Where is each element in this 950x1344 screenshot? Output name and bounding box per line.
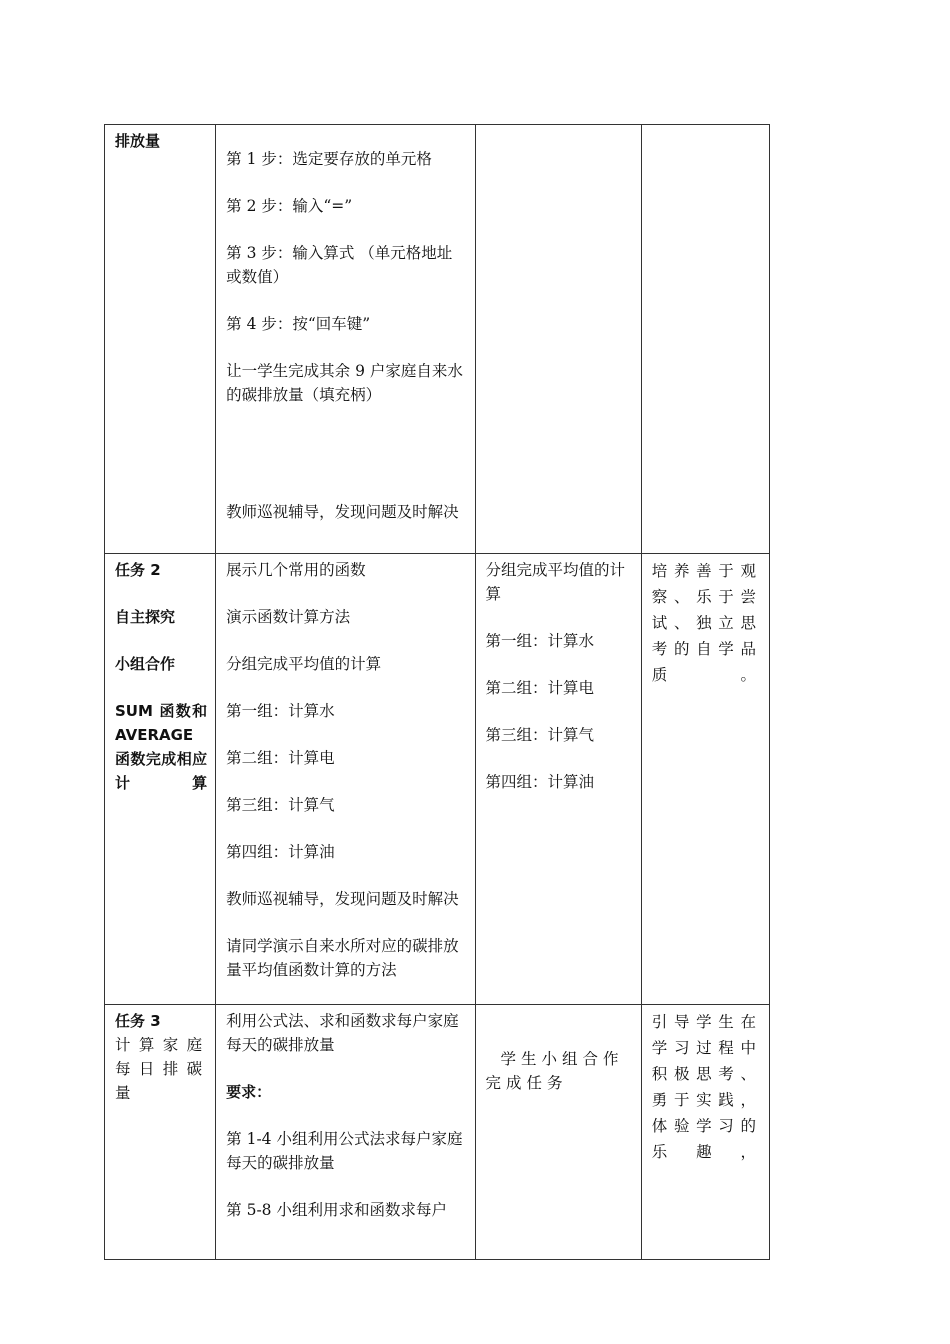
row2-col2 xyxy=(216,554,475,1005)
activity-1: 展示几个常用的函数 xyxy=(226,561,366,579)
table-row xyxy=(105,1005,770,1260)
activity-6: 第三组：计算气 xyxy=(226,796,335,814)
task-2-description: SUM 函数和 AVERAGE 函数完成相应计算 xyxy=(115,702,208,792)
student-activity-2: 第一组：计算水 xyxy=(485,632,595,650)
task-3-activity-1: 利用公式法、求和函数求每户家庭每天的碳排放量 xyxy=(226,1012,459,1054)
student-activity-task-3: 学生小组合作完成任务 xyxy=(485,1050,624,1092)
table-row xyxy=(105,554,770,1005)
row1-col4 xyxy=(641,125,769,554)
fill-handle-note: 让一学生完成其余 9 户家庭自来水的碳排放量（填充柄） xyxy=(226,362,463,404)
row1-title: 排放量 xyxy=(115,132,161,150)
student-activity-1: 分组完成平均值的计算 xyxy=(485,561,626,603)
table-row xyxy=(105,125,770,554)
row1-col1 xyxy=(105,125,216,554)
task-3-title: 任务 3 xyxy=(115,1012,161,1030)
row1-col2 xyxy=(216,125,475,554)
activity-2: 演示函数计算方法 xyxy=(226,608,351,626)
row3-col4 xyxy=(641,1005,769,1260)
row3-col2 xyxy=(216,1005,475,1260)
step-3: 第 3 步：输入算式 （单元格地址或数值） xyxy=(226,244,453,286)
teacher-note: 教师巡视辅导，发现问题及时解决 xyxy=(226,503,459,521)
activity-5: 第二组：计算电 xyxy=(226,749,335,767)
row2-col3 xyxy=(475,554,641,1005)
task-2-mode-2: 小组合作 xyxy=(115,655,176,673)
design-intent-3: 引导学生在学习过程中积极思考、勇于实践，体验学习的乐趣， xyxy=(651,1013,761,1161)
activity-7: 第四组：计算油 xyxy=(226,843,335,861)
step-1: 第 1 步：选定要存放的单元格 xyxy=(226,150,432,168)
row3-col1 xyxy=(105,1005,216,1260)
activity-8: 教师巡视辅导，发现问题及时解决 xyxy=(226,890,459,908)
task-3-activity-2: 第 1-4 小组利用公式法求每户家庭每天的碳排放量 xyxy=(226,1130,463,1172)
student-activity-3: 第二组：计算电 xyxy=(485,679,595,697)
step-2: 第 2 步：输入“=” xyxy=(226,197,353,215)
requirements-label: 要求： xyxy=(226,1083,272,1101)
row2-col4 xyxy=(641,554,769,1005)
student-activity-5: 第四组：计算油 xyxy=(485,773,595,791)
activity-4: 第一组：计算水 xyxy=(226,702,335,720)
row1-col3 xyxy=(475,125,641,554)
student-activity-4: 第三组：计算气 xyxy=(485,726,595,744)
row3-col3 xyxy=(475,1005,641,1260)
lesson-plan-table xyxy=(104,124,770,1260)
task-3-description: 计算家庭每日排碳量 xyxy=(115,1036,208,1102)
task-2-title: 任务 2 xyxy=(115,561,161,579)
activity-3: 分组完成平均值的计算 xyxy=(226,655,382,673)
task-2-mode-1: 自主探究 xyxy=(115,608,176,626)
row2-col1 xyxy=(105,554,216,1005)
task-3-activity-3: 第 5-8 小组利用求和函数求每户 xyxy=(226,1201,447,1219)
design-intent-2: 培养善于观察、乐于尝试、独立思考的自学品质。 xyxy=(651,562,761,684)
activity-9: 请同学演示自来水所对应的碳排放量平均值函数计算的方法 xyxy=(226,937,459,979)
step-4: 第 4 步：按“回车键” xyxy=(226,315,371,333)
